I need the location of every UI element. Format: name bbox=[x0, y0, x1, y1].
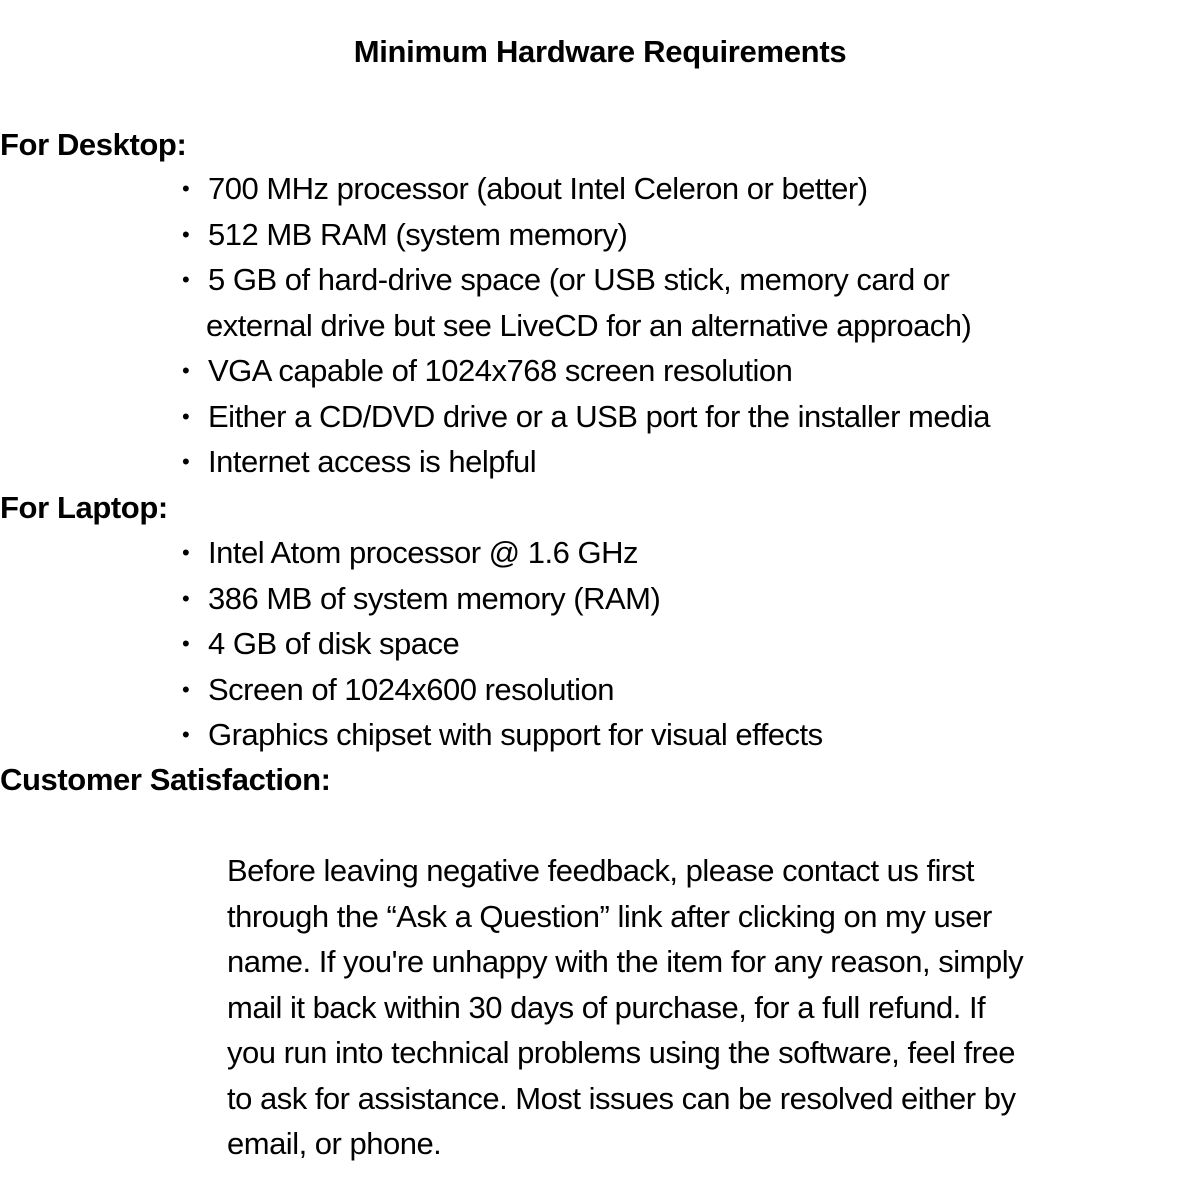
paragraph-line: you run into technical problems using the software, feel free bbox=[227, 1035, 1016, 1070]
bullet-icon: • bbox=[182, 221, 190, 247]
desktop-item-vga: VGA capable of 1024x768 screen resolution bbox=[208, 353, 793, 388]
desktop-requirements-list bbox=[178, 166, 990, 485]
bullet-icon: • bbox=[182, 267, 190, 292]
bullet-icon: • bbox=[182, 631, 190, 656]
list-item bbox=[178, 257, 990, 348]
list-item bbox=[178, 667, 823, 713]
list-item bbox=[178, 394, 990, 440]
list-item bbox=[178, 166, 990, 212]
paragraph-line: name. If you're unhappy with the item for any reason, simply bbox=[227, 944, 1024, 979]
bullet-icon: • bbox=[182, 358, 190, 383]
customer-satisfaction-heading: Customer Satisfaction: bbox=[0, 762, 331, 797]
desktop-item-processor: 700 MHz processor (about Intel Celeron or better) bbox=[208, 171, 868, 206]
paragraph-line: mail it back within 30 days of purchase, for a full refund. If bbox=[227, 989, 986, 1025]
laptop-item-graphics: Graphics chipset with support for visual effects bbox=[208, 717, 823, 752]
desktop-heading: For Desktop: bbox=[0, 127, 187, 162]
laptop-item-processor: Intel Atom processor @ 1.6 GHz bbox=[208, 535, 638, 570]
list-item bbox=[178, 530, 823, 576]
bullet-icon: • bbox=[182, 403, 190, 429]
paragraph-line: Before leaving negative feedback, please contact us first bbox=[227, 853, 974, 888]
list-item bbox=[178, 439, 990, 485]
list-item bbox=[178, 712, 823, 758]
laptop-heading: For Laptop: bbox=[0, 490, 168, 525]
laptop-item-screen: Screen of 1024x600 resolution bbox=[208, 671, 615, 707]
list-item bbox=[178, 576, 823, 622]
desktop-item-storage: 5 GB of hard-drive space (or USB stick, memory card or bbox=[208, 262, 950, 297]
bullet-icon: • bbox=[182, 176, 190, 201]
laptop-requirements-list bbox=[178, 530, 823, 758]
bullet-icon: • bbox=[182, 540, 190, 565]
bullet-icon: • bbox=[182, 676, 190, 702]
customer-satisfaction-paragraph bbox=[227, 848, 1187, 1167]
list-item bbox=[178, 621, 823, 667]
page-title: Minimum Hardware Requirements bbox=[353, 34, 847, 69]
laptop-item-disk: 4 GB of disk space bbox=[208, 626, 460, 661]
bullet-icon: • bbox=[182, 722, 190, 747]
bullet-icon: • bbox=[182, 585, 190, 611]
list-item bbox=[178, 212, 990, 258]
bullet-icon: • bbox=[182, 449, 190, 474]
paragraph-line: email, or phone. bbox=[227, 1126, 442, 1161]
list-item bbox=[178, 348, 990, 394]
paragraph-line: to ask for assistance. Most issues can be resolved either by bbox=[227, 1080, 1016, 1116]
desktop-item-storage-continued: external drive but see LiveCD for an alternative approach) bbox=[206, 307, 972, 343]
desktop-item-ram: 512 MB RAM (system memory) bbox=[208, 216, 628, 252]
paragraph-line: through the “Ask a Question” link after clicking on my user bbox=[227, 898, 992, 934]
desktop-item-installer-media: Either a CD/DVD drive or a USB port for the installer media bbox=[208, 398, 990, 434]
laptop-item-memory: 386 MB of system memory (RAM) bbox=[208, 580, 661, 616]
desktop-item-internet: Internet access is helpful bbox=[208, 444, 537, 479]
